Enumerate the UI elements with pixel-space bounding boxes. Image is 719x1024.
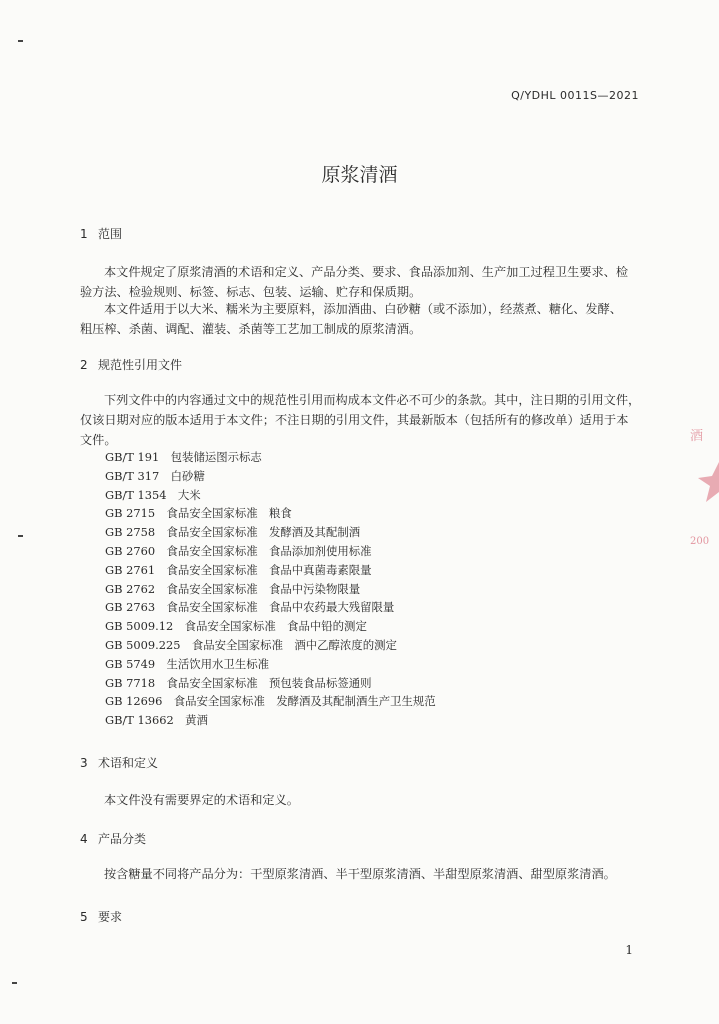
- text-line: 本文件适用于以大米、糯米为主要原料，添加酒曲、白砂糖（或不添加），经蒸煮、糖化、发酵、: [104, 302, 622, 316]
- section-5-heading: [80, 908, 122, 925]
- reference-item: GB/T 191 包装储运图示标志: [105, 450, 262, 464]
- scope-paragraph-1: [80, 262, 646, 302]
- stamp-character: 酒: [690, 429, 704, 444]
- reference-item: GB/T 1354 大米: [105, 487, 201, 502]
- reference-item: GB 2762 食品安全国家标准 食品中污染物限量: [105, 581, 361, 596]
- reference-item: GB 2715 食品安全国家标准 粮食: [105, 506, 292, 521]
- scan-mark: [12, 982, 17, 984]
- reference-list: [105, 448, 436, 730]
- section-number: 1: [80, 227, 88, 241]
- text-line: 粗压榨、杀菌、调配、灌装、杀菌等工艺加工制成的原浆清酒。: [80, 322, 422, 336]
- text-line: 本文件规定了原浆清酒的术语和定义、产品分类、要求、食品添加剂、生产加工过程卫生要求、检: [104, 265, 629, 279]
- document-title: 原浆清酒: [321, 164, 398, 186]
- stamp-star-icon: [698, 462, 719, 504]
- classification-paragraph: [104, 864, 670, 884]
- reference-item: GB 2763 食品安全国家标准 食品中农药最大残留限量: [105, 600, 395, 615]
- section-number: 2: [80, 358, 88, 372]
- section-number: 5: [80, 910, 88, 924]
- section-number: 3: [80, 756, 88, 770]
- reference-item: GB 5009.225 食品安全国家标准 酒中乙醇浓度的测定: [105, 637, 397, 652]
- reference-item: GB 12696 食品安全国家标准 发酵酒及其配制酒生产卫生规范: [105, 694, 436, 709]
- scan-mark: [18, 40, 23, 42]
- reference-item: GB/T 317 白砂糖: [105, 468, 205, 483]
- standard-code: Q/YDHL 0011S—2021: [511, 89, 639, 102]
- reference-item: GB 2761 食品安全国家标准 食品中真菌毒素限量: [105, 562, 372, 577]
- section-1-heading: [80, 225, 122, 242]
- text-line: 文件。: [80, 433, 117, 447]
- stamp-year: 200: [690, 536, 710, 547]
- reference-item: GB 2760 食品安全国家标准 食品添加剂使用标准: [105, 543, 372, 558]
- section-number: 4: [80, 832, 88, 846]
- normative-intro: [80, 390, 646, 450]
- section-title: 范围: [98, 227, 123, 241]
- scan-mark: [18, 535, 23, 537]
- section-title: 产品分类: [98, 832, 147, 846]
- reference-item: GB 2758 食品安全国家标准 发酵酒及其配制酒: [105, 525, 361, 540]
- page-number: 1: [625, 943, 633, 957]
- text-line: 本文件没有需要界定的术语和定义。: [104, 793, 299, 807]
- text-line: 验方法、检验规则、标签、标志、包装、运输、贮存和保质期。: [80, 285, 422, 299]
- reference-item: GB 5009.12 食品安全国家标准 食品中铅的测定: [105, 619, 367, 634]
- section-title: 规范性引用文件: [98, 358, 183, 372]
- text-line: 按含糖量不同将产品分为：干型原浆清酒、半干型原浆清酒、半甜型原浆清酒、甜型原浆清酒。: [104, 867, 616, 881]
- section-4-heading: [80, 830, 146, 847]
- section-3-heading: [80, 754, 158, 771]
- section-title: 术语和定义: [98, 756, 159, 770]
- reference-item: GB 5749 生活饮用水卫生标准: [105, 656, 269, 671]
- reference-item: GB 7718 食品安全国家标准 预包装食品标签通则: [105, 675, 372, 690]
- terms-paragraph: [104, 790, 670, 810]
- section-title: 要求: [98, 910, 123, 924]
- scope-paragraph-2: [80, 299, 646, 339]
- reference-item: GB/T 13662 黄酒: [105, 713, 208, 728]
- text-line: 仅该日期对应的版本适用于本文件；不注日期的引用文件，其最新版本（包括所有的修改单）适用于本: [80, 413, 629, 427]
- section-2-heading: [80, 356, 182, 373]
- text-line: 下列文件中的内容通过文中的规范性引用而构成本文件必不可少的条款。其中，注日期的引用文件，: [104, 393, 641, 407]
